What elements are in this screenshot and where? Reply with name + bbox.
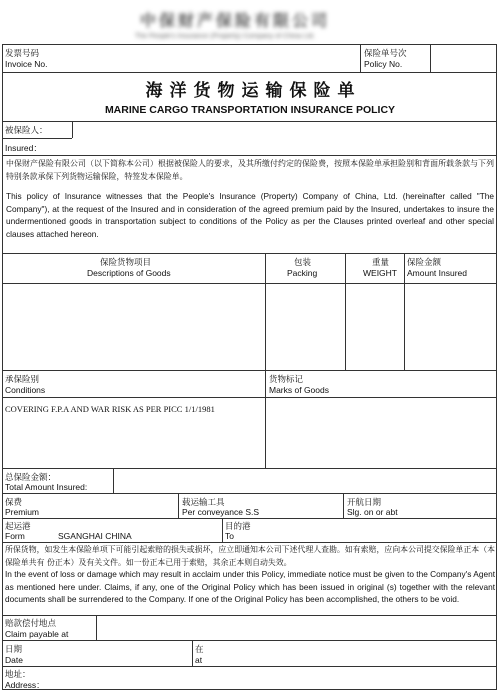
company-name: 中保财产保险有限公司 xyxy=(140,11,331,30)
to-label-en: To xyxy=(225,531,234,541)
total-amount-field[interactable] xyxy=(115,470,494,491)
divider xyxy=(2,666,497,667)
amount-insured-field[interactable] xyxy=(406,285,494,368)
weight-field[interactable] xyxy=(347,285,402,368)
divider xyxy=(2,640,497,641)
divider xyxy=(265,253,266,370)
insured-label-en: Insured： xyxy=(5,143,42,153)
preamble-en: This policy of Insurance witnesses that the People's Insurance (Property) Company of China, Ltd. (hereinafter called "The Company"), at the request of the Insured and in consideration of the agreed premium paid by the Insured, undertakes to insure the undermentioned goods in transportation subject to conditions of the Policy as per the Clauses printed overleaf and other special clauses attached hereon. xyxy=(6,191,494,239)
insured-field[interactable] xyxy=(74,123,494,153)
claim-payable-field[interactable] xyxy=(98,617,494,638)
divider xyxy=(222,518,223,542)
date-label-en: Date xyxy=(5,655,23,665)
packing-field[interactable] xyxy=(267,285,343,368)
divider xyxy=(2,468,497,469)
packing-header-en: Packing xyxy=(287,268,318,278)
address-field[interactable] xyxy=(60,668,494,688)
divider xyxy=(2,615,497,616)
conveyance-label-zh: 载运输工具 xyxy=(182,498,225,508)
total-amount-label-zh: 总保险金额： xyxy=(5,473,57,483)
preamble-zh: 中保财产保险有限公司（以下简称本公司）根据被保险人的要求，及其所缴付约定的保险费，按照本保险单承担险别和背面所载条款与下列特别条款承保下列货物运输保险，特签发本保险单。 xyxy=(6,159,494,181)
premium-label-en: Premium xyxy=(5,507,40,517)
divider xyxy=(2,397,497,398)
divider xyxy=(192,640,193,666)
from-label-zh: 起运港 xyxy=(5,522,31,532)
divider xyxy=(2,283,497,284)
divider xyxy=(2,155,497,156)
claim-payable-label-zh: 赔款偿付地点 xyxy=(5,619,57,629)
marks-label-zh: 货物标记 xyxy=(269,375,304,385)
policy-label-zh: 保险单号次 xyxy=(364,49,407,59)
description-header-en: Descriptions of Goods xyxy=(87,268,171,278)
divider xyxy=(2,518,497,519)
document-title-en: MARINE CARGO TRANSPORTATION INSURANCE POLICY xyxy=(104,104,396,116)
from-value: SGANGHAI CHINA xyxy=(58,531,132,541)
policy-label-en: Policy No. xyxy=(364,59,403,69)
amount-header-en: Amount Insured xyxy=(407,268,468,278)
divider xyxy=(265,370,266,468)
invoice-number-field[interactable] xyxy=(60,46,358,70)
claim-payable-label-en: Claim payable at xyxy=(5,629,69,639)
sailing-label-zh: 开航日期 xyxy=(347,498,382,508)
company-name-en: The People's Insurance (Property) Company of China Ltd. xyxy=(135,33,315,40)
divider xyxy=(430,44,431,72)
divider xyxy=(113,468,114,493)
divider xyxy=(360,44,361,72)
document-title-zh: 海洋货物运输保险单 xyxy=(145,81,362,101)
insured-label-zh: 被保险人： xyxy=(5,126,48,136)
amount-header-zh: 保险金额 xyxy=(407,258,442,268)
divider xyxy=(404,253,405,370)
description-header-zh: 保险货物项目 xyxy=(100,258,152,268)
policy-number-field[interactable] xyxy=(432,46,495,70)
conditions-label-zh: 承保险别 xyxy=(5,375,40,385)
at-label-zh: 在 xyxy=(195,645,204,655)
divider xyxy=(343,493,344,518)
at-label-en: at xyxy=(195,655,203,665)
marks-label-en: Marks of Goods xyxy=(269,385,329,395)
to-label-zh: 目的港 xyxy=(225,522,251,532)
divider xyxy=(2,370,497,371)
conveyance-label-en: Per conveyance S.S xyxy=(182,507,260,517)
goods-description-field[interactable] xyxy=(4,285,263,368)
date-label-zh: 日期 xyxy=(5,645,23,655)
weight-header-en: WEIGHT xyxy=(363,268,397,278)
divider xyxy=(345,253,346,370)
divider xyxy=(2,121,497,122)
divider xyxy=(2,72,497,73)
claims-notice-zh: 所保货物，如发生本保险单项下可能引起索赔的损失或损坏，应立即通知本公司下述代理人查勘。如有索赔，应向本公司提交保险单正本（本保险单共有 份正本）及有关文件。如一份正本已用于索赔，其余正本则自动失效。 xyxy=(5,545,495,567)
address-label-zh: 地址： xyxy=(5,670,31,680)
invoice-label-zh: 发票号码 xyxy=(5,49,40,59)
total-amount-label-en: Total Amount Insured: xyxy=(5,482,88,492)
divider xyxy=(178,493,179,518)
address-label-en: Address： xyxy=(5,680,45,690)
conditions-label-en: Conditions xyxy=(5,385,46,395)
claims-notice-en: In the event of loss or damage which may result in acclaim under this Policy, immediate notice must be given to the Company's Agent as mentioned here under. Claims, if any, one of the Original Policy which has been issued in original (s) together with the relevant documents shall be surrendered to the Company. If one of the Original Policy has been accomplished, the others to be void. xyxy=(5,569,495,605)
packing-header-zh: 包装 xyxy=(294,258,312,268)
from-label-en: Form xyxy=(5,531,25,541)
divider xyxy=(2,253,497,254)
conditions-value: COVERING F.P.A AND WAR RISK AS PER PICC 1/1/1981 xyxy=(5,404,215,414)
weight-header-zh: 重量 xyxy=(372,258,390,268)
invoice-label-en: Invoice No. xyxy=(5,59,48,69)
premium-label-zh: 保费 xyxy=(5,498,23,508)
marks-field[interactable] xyxy=(267,399,494,466)
divider xyxy=(72,121,73,138)
sailing-label-en: Slg. on or abt xyxy=(347,507,398,517)
divider xyxy=(2,493,497,494)
divider xyxy=(96,615,97,640)
divider xyxy=(2,138,72,139)
divider xyxy=(2,542,497,543)
